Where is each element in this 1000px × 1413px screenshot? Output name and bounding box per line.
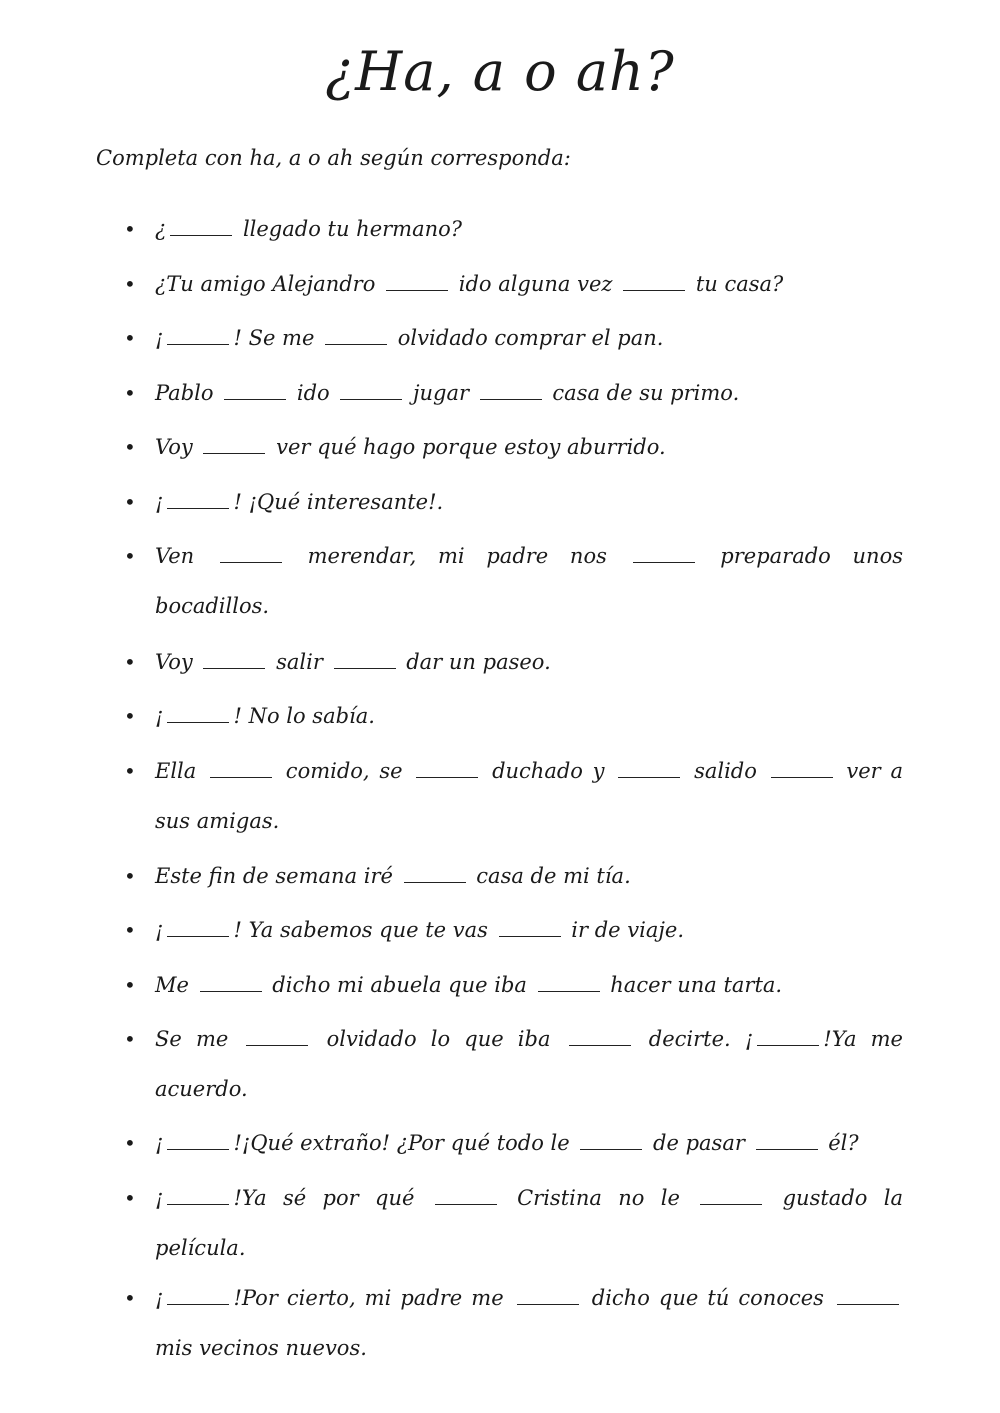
exercise-item: • ¿ llegado tu hermano? [155, 204, 903, 254]
answer-blank[interactable] [167, 492, 229, 509]
answer-blank[interactable] [167, 1288, 229, 1305]
exercise-item: • ¡ ! Ya sabemos que te vas ir de viaje. [155, 905, 903, 955]
exercise-item: • ¡ ! No lo sabía. [155, 691, 903, 741]
answer-blank[interactable] [325, 328, 387, 345]
answer-blank[interactable] [334, 652, 396, 669]
answer-blank[interactable] [170, 219, 232, 236]
exercise-item: • ¡ ! Se me olvidado comprar el pan. [155, 313, 903, 363]
exercise-item: • Voy salir dar un paseo. [155, 637, 903, 687]
answer-blank[interactable] [757, 1029, 819, 1046]
answer-blank[interactable] [386, 274, 448, 291]
exercise-item: • Este fin de semana iré casa de mi tía. [155, 851, 903, 901]
answer-blank[interactable] [837, 1288, 899, 1305]
answer-blank[interactable] [340, 383, 402, 400]
answer-blank[interactable] [480, 383, 542, 400]
answer-blank[interactable] [618, 761, 680, 778]
answer-blank[interactable] [771, 761, 833, 778]
answer-blank[interactable] [224, 383, 286, 400]
answer-blank[interactable] [210, 761, 272, 778]
answer-blank[interactable] [700, 1188, 762, 1205]
exercise-item: • Ella comido, se duchado y salido ver a sus amigas. [155, 746, 903, 846]
exercise-item: • ¡ ! ¡Qué interesante!. [155, 477, 903, 527]
exercise-item: • ¿Tu amigo Alejandro ido alguna vez tu casa? [155, 259, 903, 309]
exercise-item: • ¡ !¡Qué extraño! ¿Por qué todo le de pasar él? [155, 1118, 903, 1168]
answer-blank[interactable] [167, 328, 229, 345]
answer-blank[interactable] [167, 1188, 229, 1205]
instruction-text: Completa con ha, a o ah según corresponda: [96, 146, 571, 170]
exercise-item: • Pablo ido jugar casa de su primo. [155, 368, 903, 418]
answer-blank[interactable] [499, 920, 561, 937]
answer-blank[interactable] [404, 866, 466, 883]
answer-blank[interactable] [623, 274, 685, 291]
answer-blank[interactable] [220, 546, 282, 563]
answer-blank[interactable] [416, 761, 478, 778]
answer-blank[interactable] [246, 1029, 308, 1046]
exercise-item: • ¡ !Por cierto, mi padre me dicho que tú conoces mis vecinos nuevos. [155, 1273, 903, 1373]
answer-blank[interactable] [203, 652, 265, 669]
worksheet-title: ¿Ha, a o ah? [325, 40, 675, 103]
answer-blank[interactable] [580, 1133, 642, 1150]
answer-blank[interactable] [167, 706, 229, 723]
exercise-item: • Se me olvidado lo que iba decirte. ¡ !Ya me acuerdo. [155, 1014, 903, 1114]
answer-blank[interactable] [435, 1188, 497, 1205]
answer-blank[interactable] [633, 546, 695, 563]
answer-blank[interactable] [756, 1133, 818, 1150]
exercise-item: • Voy ver qué hago porque estoy aburrido. [155, 422, 903, 472]
answer-blank[interactable] [517, 1288, 579, 1305]
answer-blank[interactable] [569, 1029, 631, 1046]
exercise-item: • Me dicho mi abuela que iba hacer una tarta. [155, 960, 903, 1010]
answer-blank[interactable] [167, 920, 229, 937]
answer-blank[interactable] [167, 1133, 229, 1150]
answer-blank[interactable] [538, 975, 600, 992]
answer-blank[interactable] [203, 437, 265, 454]
answer-blank[interactable] [200, 975, 262, 992]
exercise-item: • Ven merendar, mi padre nos preparado unos bocadillos. [155, 531, 903, 631]
exercise-item: • ¡ !Ya sé por qué Cristina no le gustado la película. [155, 1173, 903, 1273]
